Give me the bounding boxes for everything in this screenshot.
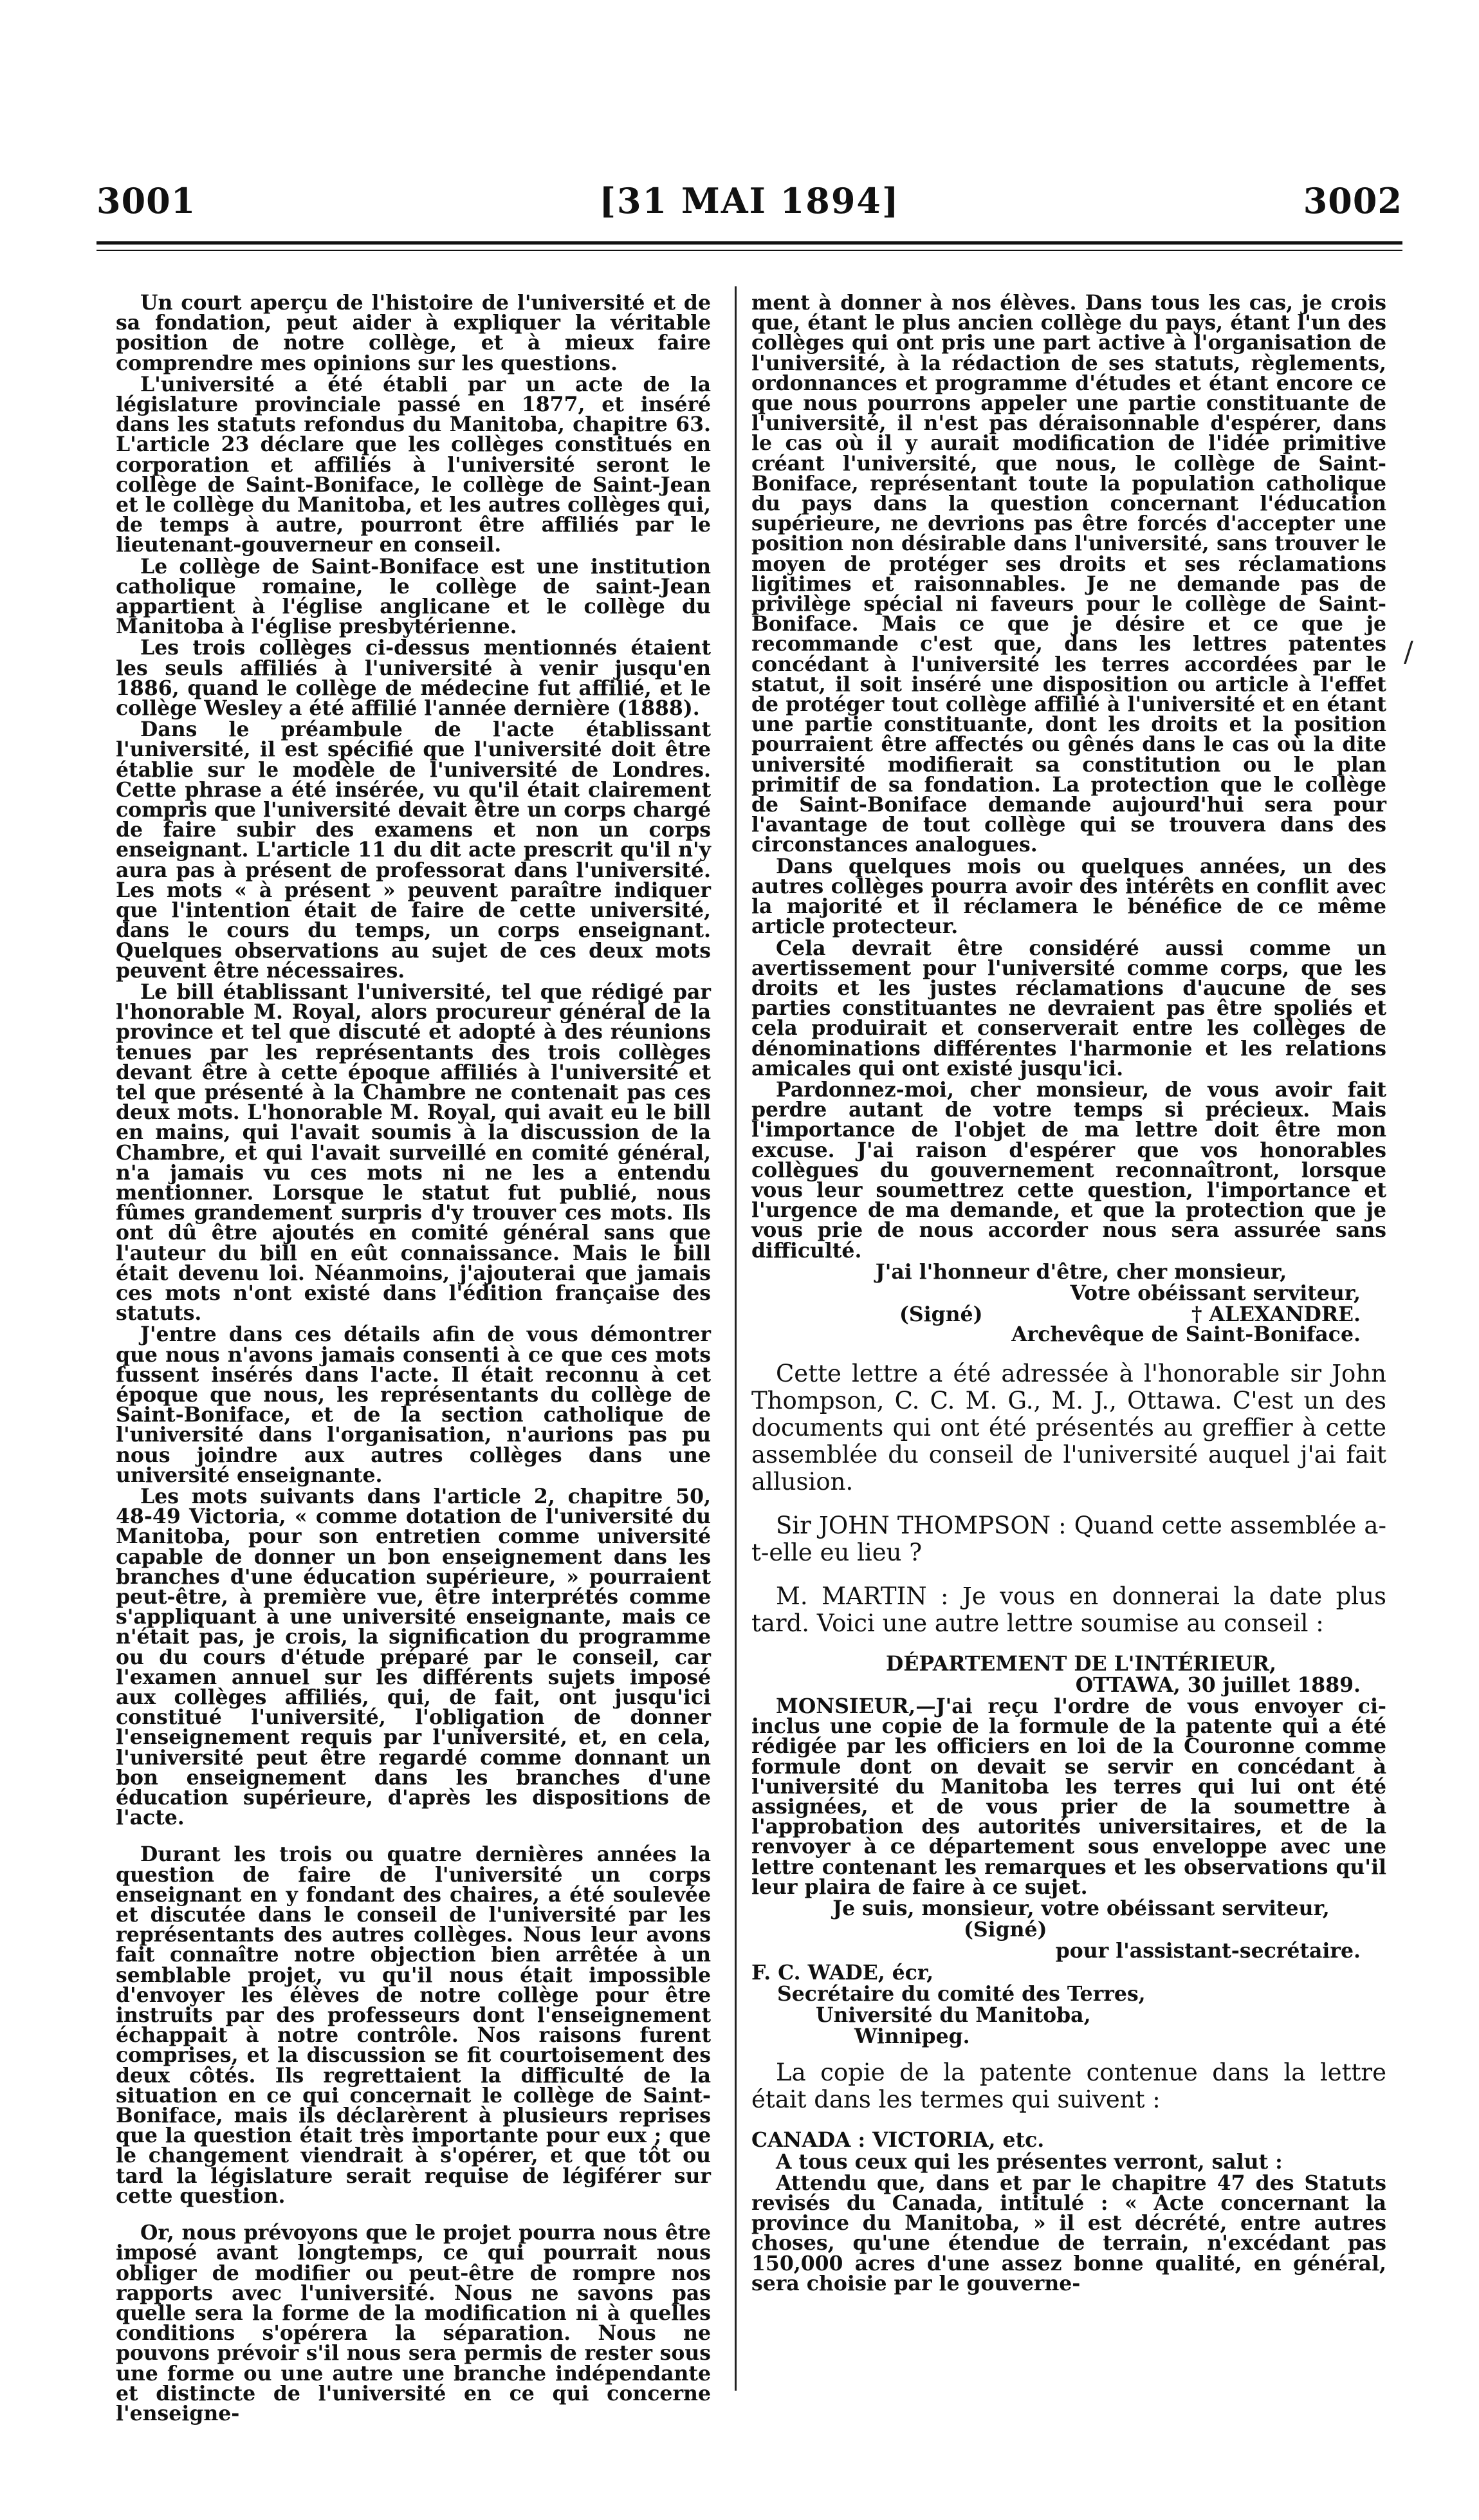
address-line: Secrétaire du comité des Terres, <box>777 1981 1146 2006</box>
left-paragraph: Le collège de Saint-Boniface est une institution catholique romaine, le collège de saint-Jean appartient à l'église anglicane et le collège du Manitoba à l'église presbytérienne. <box>116 554 711 639</box>
letter-body: MONSIEUR,—J'ai reçu l'ordre de vous envoyer ci-inclus une copie de la formule de la patente qui a été rédigée par les officiers en loi de la Couronne comme formule dont on devait se servir en concédant à l'université du Manitoba les terres qui lui ont été assignées, et de vous prier de la soumettre à l'approbation des autorités universitaires, et de la renvoyer à ce département sous enveloppe avec une lettre contenant les remarques et les observations qu'il leur plaira de faire à ce sujet. <box>751 1694 1386 1899</box>
column-divider <box>735 286 737 2391</box>
signature-line <box>751 1302 1386 1327</box>
signe-label: (Signé) <box>899 1302 983 1327</box>
left-paragraph: Or, nous prévoyons que le projet pourra nous être imposé avant longtemps, ce qui pourrait nous obliger de modifier ou peut-être de rompre nos rapports avec l'université. Nous ne savons pas quelle sera la forme de la modification ni à quelles conditions s'opérera la séparation. Nous ne pouvons prévoir s'il nous sera permis de rester sous une forme ou une autre une branche indépendante et distincte de l'université en ce qui concerne l'enseigne- <box>116 2221 711 2425</box>
left-paragraph: Le bill établissant l'université, tel que rédigé par l'honorable M. Royal, alors procureur général de la province et tel que discuté et adopté à des réunions tenues par les représentants des trois collèges devant être à cette époque affiliés à l'université et tel que présenté à la Chambre ne contenait pas ces deux mots. L'honorable M. Royal, qui avait eu le bill en mains, qui l'avait soumis à la discussion de la Chambre, et qui l'avait surveillé en comité général, n'a jamais vu ces mots ni ne les a entendu mentionner. Lorsque le statut fut publié, nous fûmes grandement surpris d'y trouver ces mots. Ils ont dû être ajoutés en comité général sans que l'auteur du bill en eût connaissance. Mais le bill était devenu loi. Néanmoins, j'ajouterai que jamais ces mots n'ont existé dans l'édition française des statuts. <box>116 979 711 1326</box>
narrative-paragraph: Cette lettre a été adressée à l'honorable sir John Thompson, C. C. M. G., M. J., Ottawa. C'est un des documents qui ont été présentés au greffier à cette assemblée du conseil de l'université auquel j'ai fait allusion. <box>751 1359 1386 1496</box>
signe-label: (Signé) <box>964 1918 1047 1942</box>
page-date: [31 MAI 1894] <box>599 180 900 221</box>
right-paragraph: Pardonnez-moi, cher monsieur, de vous avoir fait perdre autant de votre temps si précieux. Mais l'importance de l'objet de ma lettre doit être mon excuse. J'ai raison d'espérer que vos honorables collègues du gouvernement reconnaîtront, lorsque vous leur soumettrez cette question, l'importance et l'urgence de ma demande, et que la protection que je vous prie de nous accorder nous sera assurée sans difficulté. <box>751 1077 1386 1263</box>
left-paragraph: Durant les trois ou quatre dernières années la question de faire de l'université un corps enseignant en y fondant des chaires, a été soulevée et discutée dans le conseil de l'université par les représentants des autres collèges. Nous leur avons fait connaître notre objection bien arrêtée à un semblable projet, vu qu'il nous était impossible d'envoyer les élèves de notre collège pour être instruits par des professeurs dont l'enseignement échappait à notre contrôle. Nos raisons furent comprises, et la discussion se fit courtoisement des deux côtés. Ils regrettaient la difficulté de la situation en ce qui concernait le collège de Saint-Boniface, mais ils déclarèrent à plusieurs reprises que la question était très importante pour eux ; que le changement viendrait à s'opérer, et que tôt ou tard la législature serait requise de légiférer sur cette question. <box>116 1842 711 2208</box>
header-rule-thick <box>96 241 1402 245</box>
signer-name: † ALEXANDRE. <box>1191 1302 1361 1327</box>
letter-closing: J'ai l'honneur d'être, cher monsieur, <box>875 1259 1287 1284</box>
department-heading: DÉPARTEMENT DE L'INTÉRIEUR, <box>886 1651 1276 1676</box>
letter-closing: Je suis, monsieur, votre obéissant serviteur, <box>832 1896 1330 1920</box>
narrative-block <box>751 1360 1386 1637</box>
header-rule-thin <box>96 250 1402 251</box>
place-date: OTTAWA, 30 juillet 1889. <box>1075 1672 1361 1697</box>
signer-title: Archevêque de Saint-Boniface. <box>1011 1322 1361 1347</box>
page-number-right: 3002 <box>1303 180 1402 221</box>
right-paragraph: Cela devrait être considéré aussi comme un avertissement pour l'université comme corps, que les droits et les justes réclamations d'aucune de ses parties constituantes ne devraient pas être spoliés et cela produirait et conserverait entre les collèges de dénominations différentes l'harmonie et les relations amicales qui ont existé jusqu'ici. <box>751 936 1386 1080</box>
margin-mark: / <box>1404 636 1413 669</box>
patent-paragraph: A tous ceux qui les présentes verront, salut : <box>776 2149 1283 2174</box>
left-paragraph: Un court aperçu de l'histoire de l'université et de sa fondation, peut aider à expliquer la véritable position de notre collège, et à mieux faire comprendre mes opinions sur les questions. <box>116 291 711 375</box>
speaker-paragraph: Sir JOHN THOMPSON : Quand cette assemblée a-t-elle eu lieu ? <box>751 1511 1386 1566</box>
page-header <box>96 180 1402 232</box>
right-paragraph: Dans quelques mois ou quelques années, un des autres collèges pourra avoir des intérêts en conflit avec la majorité et il réclamera le bénéfice de ce même article protecteur. <box>751 854 1386 939</box>
address-line: F. C. WADE, écr, <box>751 1960 934 1985</box>
address-line: Université du Manitoba, <box>816 2003 1091 2028</box>
narrative-paragraph: La copie de la patente contenue dans la lettre était dans les termes qui suivent : <box>751 2059 1386 2114</box>
left-paragraph: Dans le préambule de l'acte établissant l'université, il est spécifié que l'université doit être établie sur le modèle de l'université de Londres. Cette phrase a été insérée, vu qu'il était clairement compris que l'université devait être un corps chargé de faire subir des examens et non un corps enseignant. L'article 11 du dit acte prescrit qu'il n'y aura pas à présent de professorat dans l'université. Les mots « à présent » peuvent paraître indiquer que l'intention était de faire de cette université, dans le cours du temps, un corps enseignant. Quelques observations au sujet de ces deux mots peuvent être nécessaires. <box>116 718 711 983</box>
letter-closing-servant: Votre obéissant serviteur, <box>1070 1281 1361 1305</box>
left-paragraph: Les mots suivants dans l'article 2, chapitre 50, 48-49 Victoria, « comme dotation de l'université du Manitoba, pour son entretien comme université capable de donner un bon enseignement dans les branches d'une éducation supérieure, » pourraient peut-être, à première vue, être interprétés comme s'appliquant à une université enseignante, mais ce n'était pas, je crois, la signification du programme ou du cours d'étude préparé par le conseil, car l'examen annuel sur les différents sujets imposé aux collèges affiliés, qui, de fait, ont jusqu'ici constitué l'université, l'obligation de donner l'enseignement requis par l'université, et, en cela, l'université peut être regardé comme donnant un bon enseignement dans les branches d'une éducation supérieure, d'après les dispositions de l'acte. <box>116 1484 711 1830</box>
left-column <box>116 293 711 2425</box>
left-paragraph: L'université a été établi par un acte de la législature provinciale passé en 1877, et inséré dans les statuts refondus du Manitoba, chapitre 63. L'article 23 déclare que les collèges constitués en corporation et affiliés à l'université seront le collège de Saint-Boniface, le collège de Saint-Jean et le collège du Manitoba, et les autres collèges qui, de temps à autre, pourront être affiliés par le lieutenant-gouverneur en conseil. <box>116 372 711 557</box>
patent-heading: CANADA : VICTORIA, etc. <box>751 2128 1045 2153</box>
left-paragraph: J'entre dans ces détails afin de vous démontrer que nous n'avons jamais consenti à ce que ces mots fussent insérés dans l'acte. Il était reconnu à cet époque que nous, les représentants du collège de Saint-Boniface, et de la section catholique de l'université dans l'organisation, n'aurions pas pu nous joindre aux autres collèges dans une université enseignante. <box>116 1322 711 1487</box>
address-line: Winnipeg. <box>854 2024 970 2049</box>
for-assistant: pour l'assistant-secrétaire. <box>1055 1939 1361 1963</box>
speaker-paragraph: M. MARTIN : Je vous en donnerai la date plus tard. Voici une autre lettre soumise au conseil : <box>751 1582 1386 1637</box>
page-number-left: 3001 <box>96 180 196 221</box>
left-paragraph: Les trois collèges ci-dessus mentionnés étaient les seuls affiliés à l'université à venir jusqu'en 1886, quand le collège de médecine fut affilié, et le collège Wesley a été affilié l'année dernière (1888). <box>116 636 711 721</box>
patent-paragraph: Attendu que, dans et par le chapitre 47 des Statuts revisés du Canada, intitulé : « Acte concernant la province du Manitoba, » il est décrété, entre autres choses, qu'une étendue de terrain, n'excédant pas 150,000 acres d'une assez bonne qualité, en général, sera choisie par le gouverne- <box>751 2171 1386 2295</box>
right-column <box>751 293 1386 2295</box>
right-paragraph: ment à donner à nos élèves. Dans tous les cas, je crois que, étant le plus ancien collège du pays, étant l'un des collèges qui ont pris une part active à l'organisation de l'université, à la rédaction de ses statuts, règlements, ordonnances et programme d'études et étant encore ce que nous pourrons appeler une partie constituante de l'université, il n'est pas déraisonnable d'espérer, dans le cas où il y aurait modification de l'idée primitive créant l'université, que nous, le collège de Saint-Boniface, représentant toute la population catholique du pays dans la question concernant l'éducation supérieure, ne devrions pas être forcés d'accepter une position non désirable dans l'université, sans trouver le moyen de protéger ses droits et ses réclamations ligitimes et raisonnables. Je ne demande pas de privilège spécial ni faveurs pour le collège de Saint-Boniface. Mais ce que je désire et ce que je recommande c'est que, dans les lettres patentes concédant à l'université les terres accordées par le statut, il soit inséré une disposition ou article à l'effet de protéger tout collège affilié à l'université et en étant une partie constituante, dont les droits et la position pourraient être affectés ou gênés dans le cas où la dite université modifierait sa constitution ou le plan primitif de sa fondation. La protection que le collège de Saint-Boniface demande aujourd'hui sera pour l'avantage de tout collège qui se trouvera dans des circonstances analogues. <box>751 291 1386 857</box>
narrative-block <box>751 2059 1386 2113</box>
